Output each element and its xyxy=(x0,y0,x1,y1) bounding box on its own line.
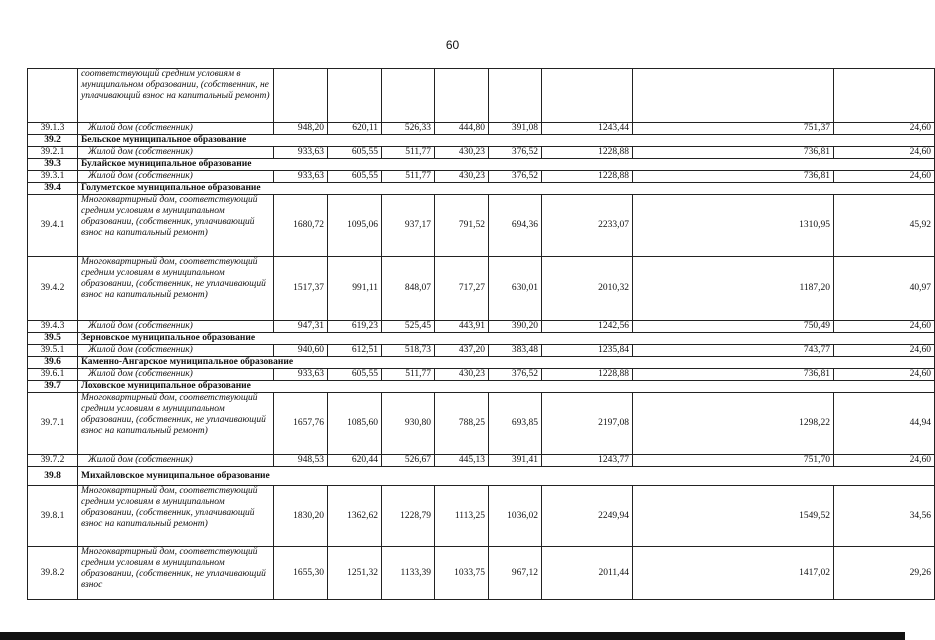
row-number: 39.8.1 xyxy=(28,486,78,547)
tariff-value: 1657,76 xyxy=(274,393,328,455)
section-title: Зерновское муниципальное образование xyxy=(78,333,935,345)
tariff-value: 605,55 xyxy=(328,369,382,381)
tariff-value: 430,23 xyxy=(435,171,489,183)
housing-type-description: Жилой дом (собственник) xyxy=(78,369,274,381)
tariff-value: 518,73 xyxy=(382,345,435,357)
tariff-value: 619,23 xyxy=(328,321,382,333)
tariff-value: 511,77 xyxy=(382,147,435,159)
tariff-value: 736,81 xyxy=(633,171,834,183)
housing-type-description: Многоквартирный дом, соответствующий средним условиям в муниципальном образовании, (собственник, не уплачивающий взнос xyxy=(78,547,274,600)
housing-type-description: Жилой дом (собственник) xyxy=(78,147,274,159)
tariff-value: 1243,77 xyxy=(542,455,633,467)
tariff-value: 1095,06 xyxy=(328,195,382,257)
section-number: 39.6 xyxy=(28,357,78,369)
row-number: 39.7.1 xyxy=(28,393,78,455)
tariff-value: 751,70 xyxy=(633,455,834,467)
housing-type-description: Многоквартирный дом, соответствующий средним условиям в муниципальном образовании, (собственник, уплачивающий взнос на капитальный ремонт) xyxy=(78,486,274,547)
tariff-value: 1228,88 xyxy=(542,171,633,183)
tariff-value: 1113,25 xyxy=(435,486,489,547)
tariff-value: 376,52 xyxy=(489,171,542,183)
row-number: 39.4.1 xyxy=(28,195,78,257)
table-row xyxy=(28,171,935,183)
table-row xyxy=(28,147,935,159)
tariff-value: 1417,02 xyxy=(633,547,834,600)
section-row xyxy=(28,357,935,369)
section-number: 39.2 xyxy=(28,135,78,147)
housing-type-description: Многоквартирный дом, соответствующий средним условиям в муниципальном образовании, (собственник, не уплачивающий взнос на капитальный ремонт) xyxy=(78,257,274,321)
table-row xyxy=(28,547,935,600)
housing-type-description: Многоквартирный дом, соответствующий средним условиям в муниципальном образовании, (собственник, уплачивающий взнос на капитальный ремонт) xyxy=(78,195,274,257)
tariff-value: 383,48 xyxy=(489,345,542,357)
tariff-value: 1243,44 xyxy=(542,123,633,135)
tariff-value: 933,63 xyxy=(274,369,328,381)
housing-type-description: соответствующий средним условиям в муниципальном образовании, (собственник, не уплачивающий взнос на капитальный ремонт) xyxy=(78,69,274,123)
housing-type-description: Жилой дом (собственник) xyxy=(78,171,274,183)
tariff-value: 391,08 xyxy=(489,123,542,135)
tariff-value: 1228,88 xyxy=(542,369,633,381)
row-number: 39.7.2 xyxy=(28,455,78,467)
section-number: 39.7 xyxy=(28,381,78,393)
section-number: 39.5 xyxy=(28,333,78,345)
section-number: 39.3 xyxy=(28,159,78,171)
tariff-value: 693,85 xyxy=(489,393,542,455)
tariff-value: 967,12 xyxy=(489,547,542,600)
section-number: 39.8 xyxy=(28,467,78,486)
section-number: 39.4 xyxy=(28,183,78,195)
tariff-value: 940,60 xyxy=(274,345,328,357)
tariff-value: 376,52 xyxy=(489,369,542,381)
tariff-value: 620,44 xyxy=(328,455,382,467)
tariff-value: 29,26 xyxy=(834,547,935,600)
tariff-value: 948,20 xyxy=(274,123,328,135)
tariff-value xyxy=(274,69,328,123)
tariff-value: 2011,44 xyxy=(542,547,633,600)
tariff-value: 24,60 xyxy=(834,369,935,381)
tariff-value: 620,11 xyxy=(328,123,382,135)
tariff-value: 391,41 xyxy=(489,455,542,467)
tariff-value: 1033,75 xyxy=(435,547,489,600)
tariff-value xyxy=(633,69,834,123)
row-number: 39.8.2 xyxy=(28,547,78,600)
tariff-value: 717,27 xyxy=(435,257,489,321)
section-title: Михайловское муниципальное образование xyxy=(78,467,935,486)
tariff-value: 948,53 xyxy=(274,455,328,467)
tariff-value: 430,23 xyxy=(435,369,489,381)
tariff-value: 1133,39 xyxy=(382,547,435,600)
tariff-value: 1251,32 xyxy=(328,547,382,600)
tariff-value: 736,81 xyxy=(633,369,834,381)
tariff-value: 848,07 xyxy=(382,257,435,321)
tariff-value: 791,52 xyxy=(435,195,489,257)
tariff-value: 437,20 xyxy=(435,345,489,357)
row-number: 39.4.2 xyxy=(28,257,78,321)
table-row xyxy=(28,345,935,357)
table-row xyxy=(28,69,935,123)
section-row xyxy=(28,381,935,393)
housing-type-description: Жилой дом (собственник) xyxy=(78,123,274,135)
housing-type-description: Многоквартирный дом, соответствующий средним условиям в муниципальном образовании, (собственник, не уплачивающий взнос на капитальный ремонт) xyxy=(78,393,274,455)
tariff-value: 605,55 xyxy=(328,147,382,159)
tariff-value xyxy=(834,69,935,123)
tariff-value: 947,31 xyxy=(274,321,328,333)
tariff-value: 1228,79 xyxy=(382,486,435,547)
section-title: Голуметское муниципальное образование xyxy=(78,183,935,195)
tariff-value xyxy=(435,69,489,123)
section-row xyxy=(28,135,935,147)
tariff-value: 1655,30 xyxy=(274,547,328,600)
tariff-value: 1362,62 xyxy=(328,486,382,547)
tariff-value: 40,97 xyxy=(834,257,935,321)
section-title: Бельское муниципальное образование xyxy=(78,135,935,147)
tariff-value: 630,01 xyxy=(489,257,542,321)
row-number: 39.1.3 xyxy=(28,123,78,135)
tariff-value: 44,94 xyxy=(834,393,935,455)
tariff-value: 1187,20 xyxy=(633,257,834,321)
tariff-value: 937,17 xyxy=(382,195,435,257)
table-row xyxy=(28,123,935,135)
tariff-value: 444,80 xyxy=(435,123,489,135)
tariff-value: 511,77 xyxy=(382,171,435,183)
tariff-value xyxy=(382,69,435,123)
section-row xyxy=(28,467,935,486)
tariff-value: 390,20 xyxy=(489,321,542,333)
tariff-value xyxy=(328,69,382,123)
tariff-value: 376,52 xyxy=(489,147,542,159)
row-number: 39.2.1 xyxy=(28,147,78,159)
section-row xyxy=(28,159,935,171)
table-row xyxy=(28,257,935,321)
tariff-value: 430,23 xyxy=(435,147,489,159)
tariff-value: 933,63 xyxy=(274,147,328,159)
table-row xyxy=(28,195,935,257)
housing-type-description: Жилой дом (собственник) xyxy=(78,321,274,333)
housing-type-description: Жилой дом (собственник) xyxy=(78,455,274,467)
table-row xyxy=(28,486,935,547)
tariff-value: 2233,07 xyxy=(542,195,633,257)
table-row xyxy=(28,369,935,381)
tariff-value xyxy=(542,69,633,123)
tariff-value: 1517,37 xyxy=(274,257,328,321)
tariff-value: 24,60 xyxy=(834,345,935,357)
tariff-value: 1242,56 xyxy=(542,321,633,333)
table-body xyxy=(28,69,935,600)
tariff-value: 24,60 xyxy=(834,455,935,467)
section-title: Каменно-Ангарское муниципальное образование xyxy=(78,357,935,369)
tariff-value: 612,51 xyxy=(328,345,382,357)
section-title: Лоховское муниципальное образование xyxy=(78,381,935,393)
tariff-value: 1085,60 xyxy=(328,393,382,455)
tariff-value: 1830,20 xyxy=(274,486,328,547)
section-row xyxy=(28,333,935,345)
section-row xyxy=(28,183,935,195)
tariff-table xyxy=(27,68,935,600)
tariff-value: 526,33 xyxy=(382,123,435,135)
tariff-value: 736,81 xyxy=(633,147,834,159)
tariff-value: 1036,02 xyxy=(489,486,542,547)
tariff-value: 2249,94 xyxy=(542,486,633,547)
tariff-value: 511,77 xyxy=(382,369,435,381)
tariff-value: 694,36 xyxy=(489,195,542,257)
page-number: 60 xyxy=(445,38,460,52)
tariff-value: 991,11 xyxy=(328,257,382,321)
tariff-value: 930,80 xyxy=(382,393,435,455)
tariff-value: 24,60 xyxy=(834,171,935,183)
section-title: Булайское муниципальное образование xyxy=(78,159,935,171)
row-number: 39.5.1 xyxy=(28,345,78,357)
tariff-value: 750,49 xyxy=(633,321,834,333)
table-row xyxy=(28,393,935,455)
tariff-value: 2010,32 xyxy=(542,257,633,321)
tariff-value xyxy=(489,69,542,123)
tariff-value: 751,37 xyxy=(633,123,834,135)
tariff-value: 445,13 xyxy=(435,455,489,467)
tariff-value: 1310,95 xyxy=(633,195,834,257)
tariff-value: 605,55 xyxy=(328,171,382,183)
table-row xyxy=(28,455,935,467)
tariff-value: 34,56 xyxy=(834,486,935,547)
tariff-value: 24,60 xyxy=(834,123,935,135)
tariff-value: 24,60 xyxy=(834,147,935,159)
tariff-value: 45,92 xyxy=(834,195,935,257)
row-number xyxy=(28,69,78,123)
row-number: 39.6.1 xyxy=(28,369,78,381)
tariff-value: 526,67 xyxy=(382,455,435,467)
tariff-value: 743,77 xyxy=(633,345,834,357)
tariff-value: 933,63 xyxy=(274,171,328,183)
tariff-value: 443,91 xyxy=(435,321,489,333)
table-row xyxy=(28,321,935,333)
tariff-value: 24,60 xyxy=(834,321,935,333)
scan-edge xyxy=(0,632,905,640)
tariff-value: 788,25 xyxy=(435,393,489,455)
tariff-value: 1235,84 xyxy=(542,345,633,357)
tariff-value: 2197,08 xyxy=(542,393,633,455)
row-number: 39.3.1 xyxy=(28,171,78,183)
tariff-value: 1549,52 xyxy=(633,486,834,547)
tariff-value: 1298,22 xyxy=(633,393,834,455)
tariff-value: 1680,72 xyxy=(274,195,328,257)
row-number: 39.4.3 xyxy=(28,321,78,333)
tariff-value: 1228,88 xyxy=(542,147,633,159)
tariff-value: 525,45 xyxy=(382,321,435,333)
housing-type-description: Жилой дом (собственник) xyxy=(78,345,274,357)
